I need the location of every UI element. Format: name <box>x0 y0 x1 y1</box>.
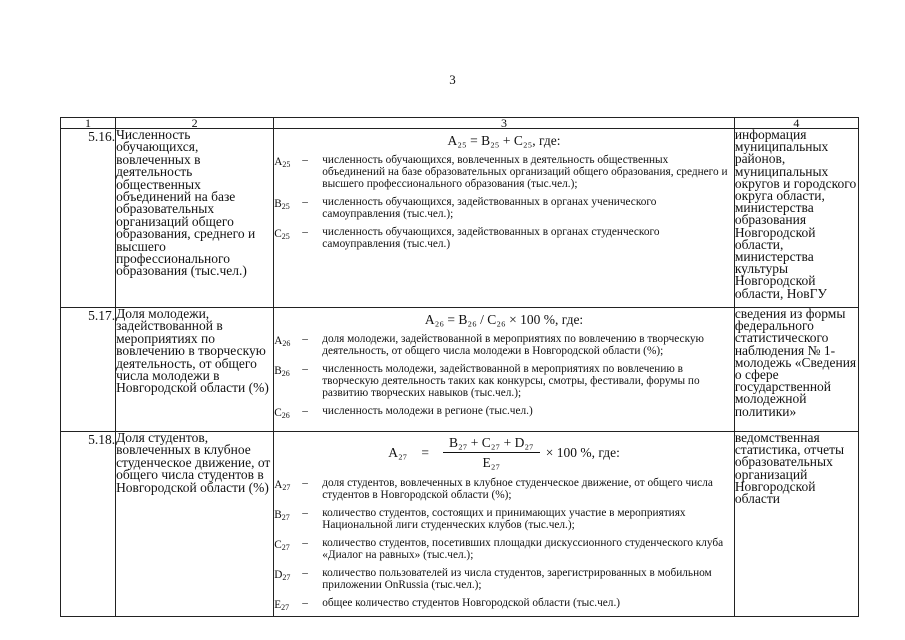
indicator-name: Доля студентов, вовлеченных в клубное студенческое движение, от общего числа студентов в Новгородской области (%) <box>116 432 274 617</box>
definition-dash: – <box>302 154 308 166</box>
formula <box>274 435 734 471</box>
definition-text: численность молодежи, задействованной в мероприятиях по вовлечению в творческую деятельность таких как конкурсы, смотры, фестивали, форумы по развитию творческих навыков (тыс.чел.); <box>322 363 700 399</box>
column-header-3: 3 <box>274 118 735 129</box>
data-source: ведомственная статистика, отчеты образовательных организаций Новгородской области <box>734 432 858 617</box>
definition-item <box>274 507 734 531</box>
definition-dash: – <box>302 477 308 489</box>
table-row <box>61 308 859 432</box>
data-source: информация муниципальных районов, муниципальных округов и городского округа области, министерства образования Новгородской области, министерства культуры Новгородской области, НовГУ <box>734 129 858 308</box>
definition-text: количество студентов, состоящих и принимающих участие в мероприятиях Национальной лиги студенческих клубов (тыс.чел.); <box>322 507 686 531</box>
indicator-name: Доля молодежи, задействованной в мероприятиях по вовлечению в творческую деятельность, от общего числа молодежи в Новгородской области (%) <box>116 308 274 432</box>
column-header-1: 1 <box>61 118 116 129</box>
definition-text: общее количество студентов Новгородской области (тыс.чел.) <box>322 597 621 609</box>
definition-item <box>274 537 734 561</box>
formula-equals: = <box>421 445 430 460</box>
definition-dash: – <box>302 333 308 345</box>
definition-text: численность молодежи в регионе (тыс.чел.) <box>322 405 533 417</box>
formula: A₂₆ = B₂₆ / C₂₆ × 100 %, где: <box>424 312 584 327</box>
definition-dash: – <box>302 226 308 238</box>
indicators-table <box>60 117 859 617</box>
formula-cell <box>274 308 735 432</box>
table-row <box>61 129 859 308</box>
definition-text: количество студентов, посетивших площадки дискуссионного студенческого клуба «Диалог на равных» (тыс.чел.); <box>322 537 724 561</box>
definition-text: численность обучающихся, задействованных в органах ученического самоуправления (тыс.чел.); <box>322 196 657 220</box>
row-number: 5.18. <box>61 432 116 617</box>
row-number: 5.16. <box>61 129 116 308</box>
variable-symbol: $C_{27}$ <box>274 539 290 552</box>
formula-cell <box>274 129 735 308</box>
definition-dash: – <box>302 405 308 417</box>
formula-lhs: A₂₇ <box>388 445 408 460</box>
variable-symbol: $B_{27}$ <box>274 509 290 522</box>
definition-item <box>274 477 734 501</box>
variable-symbol: $A_{27}$ <box>274 479 291 492</box>
definition-text: количество пользователей из числа студентов, зарегистрированных в мобильном приложении OnRussia (тыс.чел.); <box>322 567 712 591</box>
variable-symbol: $E_{27}$ <box>274 599 290 612</box>
definition-text: численность обучающихся, задействованных в органах студенческого самоуправления (тыс.чел.) <box>322 226 660 250</box>
formula-numerator: B₂₇ + C₂₇ + D₂₇ <box>443 435 540 453</box>
row-number: 5.17. <box>61 308 116 432</box>
column-header-2: 2 <box>116 118 274 129</box>
formula-fraction <box>443 435 540 471</box>
definition-item <box>274 363 734 399</box>
variable-symbol: $D_{27}$ <box>274 569 291 582</box>
definition-text: доля молодежи, задействованной в мероприятиях по вовлечению в творческую деятельность, от общего числа молодежи в Новгородской области (%); <box>322 333 704 357</box>
variable-symbol: $A_{25}$ <box>274 156 291 169</box>
definition-dash: – <box>302 567 308 579</box>
definition-text: численность обучающихся, вовлеченных в деятельность общественных объединений на базе образовательных организаций общего образования, среднего и высшего профессионального образования (тыс.чел.); <box>322 154 728 190</box>
definition-dash: – <box>302 363 308 375</box>
variable-symbol: $A_{26}$ <box>274 335 291 348</box>
page-number: 3 <box>449 72 456 87</box>
indicator-name: Численность обучающихся, вовлеченных в деятельность общественных объединений на базе образовательных организаций общего образования, среднего и высшего профессионального образования (тыс.чел.) <box>116 129 274 308</box>
definition-item <box>274 405 734 422</box>
formula: A₂₅ = B₂₅ + C₂₅, где: <box>447 133 561 148</box>
definition-item <box>274 226 734 250</box>
formula-cell <box>274 432 735 617</box>
definition-dash: – <box>302 537 308 549</box>
variable-symbol: $C_{25}$ <box>274 228 290 241</box>
formula-denominator: E₂₇ <box>482 455 501 470</box>
definition-item <box>274 154 734 190</box>
definition-item <box>274 567 734 591</box>
data-source: сведения из формы федерального статистического наблюдения № 1-молодежь «Сведения о сфере государственной молодежной политики» <box>734 308 858 432</box>
definition-item <box>274 196 734 220</box>
definition-item <box>274 597 734 614</box>
variable-symbol: $B_{26}$ <box>274 365 290 378</box>
definition-text: доля студентов, вовлеченных в клубное студенческое движение, от общего числа студентов в Новгородской области (%); <box>322 477 713 501</box>
column-header-4: 4 <box>734 118 858 129</box>
definition-dash: – <box>302 196 308 208</box>
table-row <box>61 432 859 617</box>
variable-symbol: $B_{25}$ <box>274 198 290 211</box>
definition-item <box>274 333 734 357</box>
definition-dash: – <box>302 597 308 609</box>
definition-dash: – <box>302 507 308 519</box>
formula-tail: × 100 %, где: <box>545 445 620 460</box>
variable-symbol: $C_{26}$ <box>274 407 290 420</box>
